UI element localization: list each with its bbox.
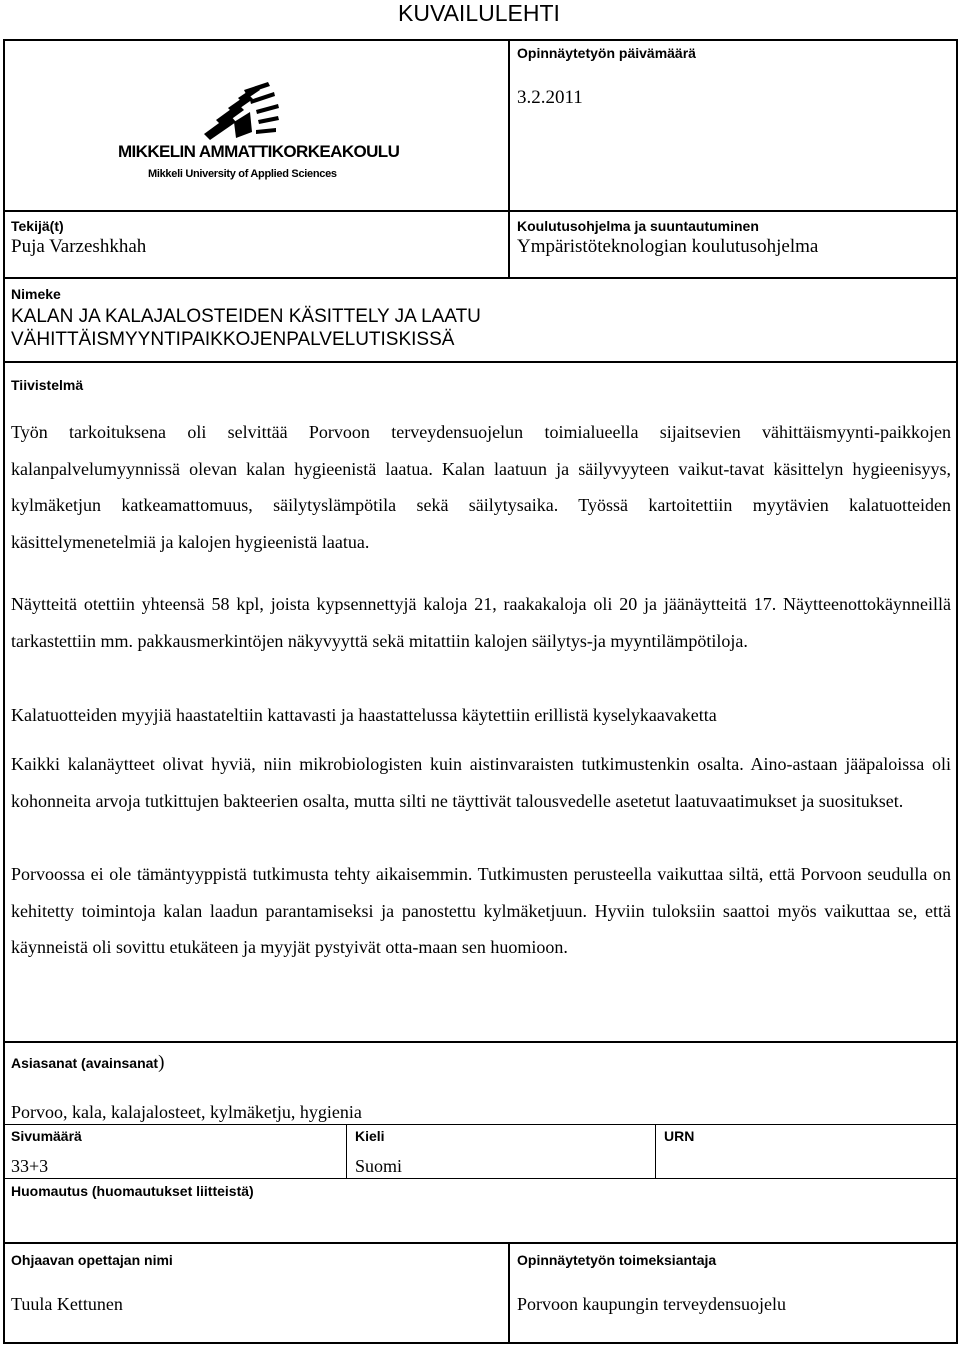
university-logo bbox=[118, 82, 400, 190]
author-label: Tekijä(t) bbox=[11, 218, 64, 234]
divider-lang-urn bbox=[655, 1124, 656, 1179]
abstract-paragraph-2: Näytteitä otettiin yhteensä 58 kpl, joista kypsennettyjä kaloja 21, raakakaloja oli 20 ja jäänäytteitä 17. Näytteenottokäynneillä tarkastettiin mm. pakkausmerkintöjen näkyvyyttä sekä mitattiin kalojen säilytys-ja myyntilämpötiloja. bbox=[11, 594, 951, 651]
pages-value: 33+3 bbox=[11, 1156, 49, 1176]
author-value: Puja Varzeshkhah bbox=[11, 236, 147, 257]
abstract-paragraph-4: Kaikki kalanäytteet olivat hyviä, niin mikrobiologisten kuin aistinvaraisten tutkimustenkin osalta. Aino-astaan jääpaloissa oli kohonneita arvoja tutkittujen bakteerien osalta, mutta silti ne täyttivät talousvedelle asetetut laatuvaatimukset ja suositukset. bbox=[11, 754, 951, 811]
keywords-label: Asiasanat (avainsanat bbox=[11, 1055, 159, 1071]
programme-value: Ympäristöteknologian koulutusohjelma bbox=[517, 236, 819, 257]
rule-after-keywords bbox=[3, 1124, 958, 1125]
rule-after-header bbox=[3, 210, 958, 212]
divider-pages-lang bbox=[346, 1124, 347, 1179]
date-value: 3.2.2011 bbox=[517, 87, 583, 108]
abstract-label: Tiivistelmä bbox=[11, 377, 84, 393]
abstract-paragraph-5: Porvoossa ei ole tämäntyyppistä tutkimusta tehty aikaisemmin. Tutkimusten perusteella vaikuttaa siltä, että Porvoon seudulla on kehitetty toimintoja kalan laadun parantamiseksi ja panostettu kylmäketjuun. Hyviin tuloksiin saattoi myös vaikuttaa se, että käynneistä oli sovittu etukäteen ja myyjät pystyivät otta-maan sen huomioon. bbox=[11, 864, 951, 957]
commissioner-value: Porvoon kaupungin terveydensuojelu bbox=[517, 1294, 786, 1314]
remarks-label: Huomautus (huomautukset liitteistä) bbox=[11, 1183, 254, 1199]
rule-after-abstract bbox=[3, 1041, 958, 1043]
language-label: Kieli bbox=[355, 1128, 385, 1144]
divider-footer bbox=[508, 1242, 510, 1344]
divider-header bbox=[508, 39, 510, 279]
keywords-value: Porvoo, kala, kalajalosteet, kylmäketju, hygienia bbox=[11, 1102, 362, 1122]
keywords-paren: ) bbox=[158, 1052, 165, 1073]
frame-bottom bbox=[3, 1342, 958, 1344]
logo-name: MIKKELIN AMMATTIKORKEAKOULU bbox=[118, 142, 400, 161]
abstract-paragraph-3: Kalatuotteiden myyjiä haastateltiin kattavasti ja haastattelussa käytettiin erillistä kyselykaavaketta bbox=[11, 705, 717, 725]
frame-top bbox=[3, 39, 958, 41]
frame-left bbox=[3, 39, 5, 1344]
logo-subname: Mikkeli University of Applied Sciences bbox=[148, 168, 337, 180]
rule-after-name bbox=[3, 361, 958, 363]
rule-after-author bbox=[3, 277, 958, 279]
rule-after-remarks bbox=[3, 1242, 958, 1244]
commissioner-label: Opinnäytetyön toimeksiantaja bbox=[517, 1252, 717, 1268]
document-title: KUVAILULEHTI bbox=[398, 0, 560, 26]
rule-after-pages bbox=[3, 1178, 958, 1179]
frame-right bbox=[956, 39, 958, 1344]
name-label: Nimeke bbox=[11, 286, 61, 302]
supervisor-value: Tuula Kettunen bbox=[11, 1294, 123, 1314]
supervisor-label: Ohjaavan opettajan nimi bbox=[11, 1252, 173, 1268]
name-line-1: KALAN JA KALAJALOSTEIDEN KÄSITTELY JA LAATU bbox=[11, 306, 481, 327]
name-line-2: VÄHITTÄISMYYNTIPAIKKOJENPALVELUTISKISSÄ bbox=[11, 329, 455, 350]
keywords-label-row bbox=[11, 1052, 164, 1074]
urn-label: URN bbox=[664, 1128, 695, 1144]
programme-label: Koulutusohjelma ja suuntautuminen bbox=[517, 218, 759, 234]
pages-label: Sivumäärä bbox=[11, 1128, 82, 1144]
language-value: Suomi bbox=[355, 1156, 403, 1176]
date-label: Opinnäytetyön päivämäärä bbox=[517, 45, 696, 61]
logo-mark-icon bbox=[118, 82, 358, 142]
abstract-paragraph-1: Työn tarkoituksena oli selvittää Porvoon terveydensuojelun toimialueella sijaitsevien vähittäismyynti-paikkojen kalanpalvelumyynnissä olevan kalan hygieenistä laatua. Kalan laatuun ja säilyvyyteen vaikut-tavat käsittelyn hygieenisyys, kylmäketjun katkeamattomuus, säilytyslämpötila sekä säilytysaika. Työssä kartoitettiin myytävien kalatuotteiden käsittelymenetelmiä ja kalojen hygieenistä laatua. bbox=[11, 422, 951, 552]
